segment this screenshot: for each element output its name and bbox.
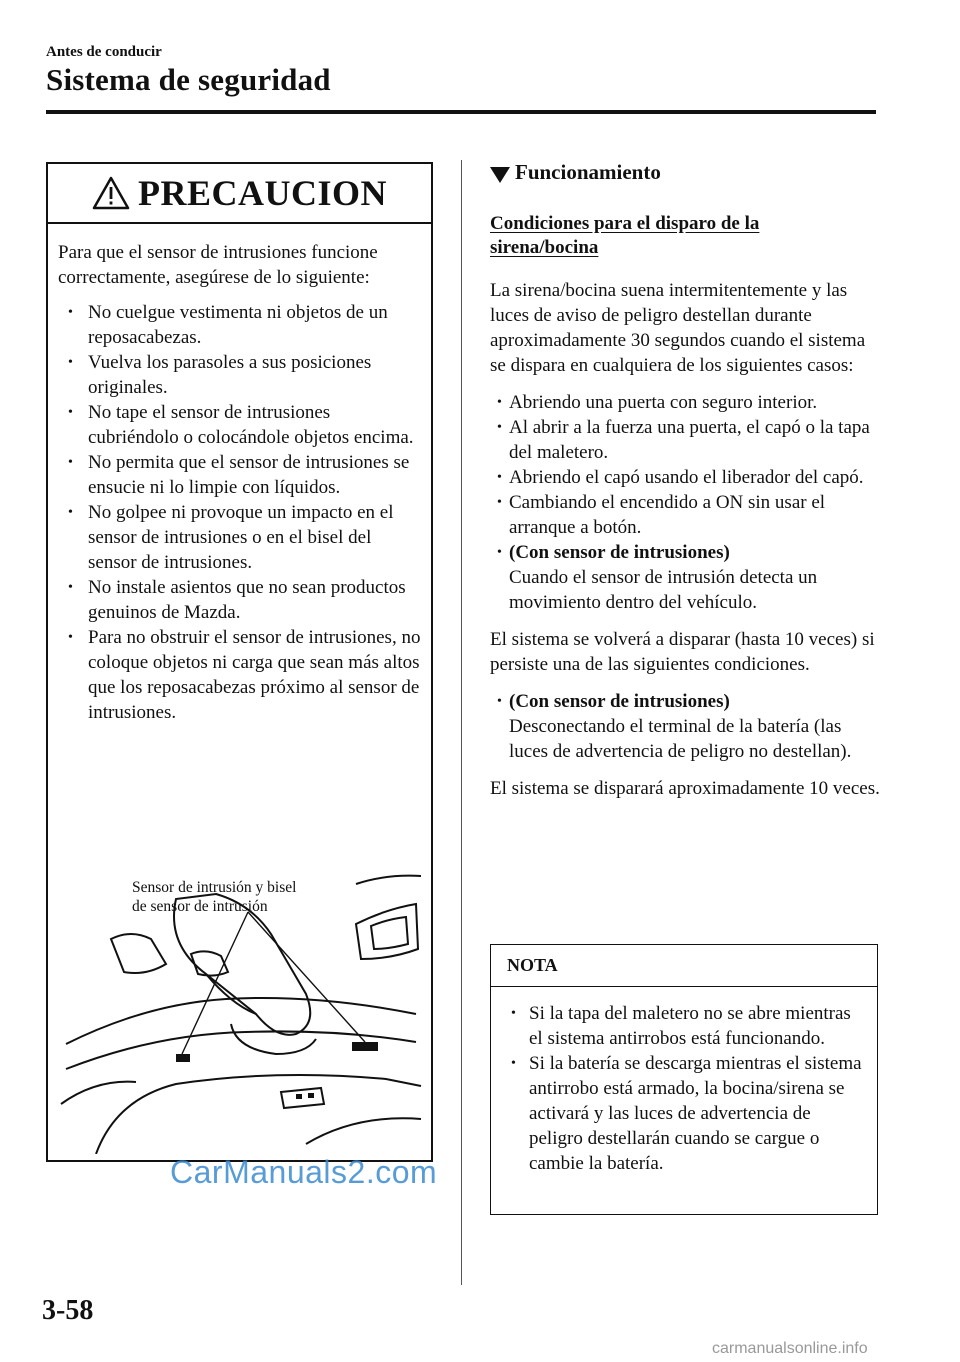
note-box [490, 944, 878, 1215]
paragraph: El sistema se volverá a disparar (hasta 10 veces) si persiste una de las siguientes condiciones. [490, 629, 875, 675]
section-label: Antes de conducir [46, 44, 162, 60]
page-title: Sistema de seguridad [46, 62, 331, 97]
caution-item: • No permita que el sensor de intrusiones se ensucie ni lo limpie con líquidos. [58, 450, 423, 500]
caution-box [46, 162, 433, 1162]
caution-item: • No instale asientos que no sean productos genuinos de Mazda. [58, 575, 423, 625]
trigger-case-list [490, 390, 880, 615]
condition-list [490, 689, 880, 764]
warning-triangle-icon [92, 176, 130, 210]
caution-item: • Para no obstruir el sensor de intrusiones, no coloque objetos ni carga que sean más altos que los reposacabezas próximo al sensor de intrusiones. [58, 625, 423, 725]
section-heading: Funcionamiento [490, 160, 661, 185]
caution-item: • No golpee ni provoque un impacto en el sensor de intrusiones o en el bisel del sensor de intrusiones. [58, 500, 423, 575]
site-watermark: carmanualsonline.info [712, 1340, 868, 1357]
column-divider [461, 160, 462, 1285]
note-item: • Si la tapa del maletero no se abre mientras el sistema antirrobos está funcionando. [501, 1001, 869, 1051]
paragraph: La sirena/bocina suena intermitentemente y las luces de aviso de peligro destellan durante aproximadamente 30 segundos cuando el sistema se dispara en cualquiera de los siguientes casos: [490, 280, 866, 376]
caution-body [58, 240, 423, 725]
caution-item: • Vuelva los parasoles a sus posiciones originales. [58, 350, 423, 400]
list-item: • Abriendo una puerta con seguro interior. [490, 390, 880, 415]
caution-header [48, 164, 431, 224]
figure-caption: Sensor de intrusión y bisel de sensor de intrusión [132, 879, 297, 915]
caution-item: • No cuelgue vestimenta ni objetos de un reposacabezas. [58, 300, 423, 350]
list-item: • Cambiando el encendido a ON sin usar el arranque a botón. [490, 490, 880, 540]
operation-body [490, 278, 880, 813]
triangle-bullet-icon [490, 167, 510, 183]
page-number: 3-58 [42, 1295, 94, 1326]
note-list [501, 1001, 869, 1176]
title-rule [46, 110, 876, 114]
caution-intro: Para que el sensor de intrusiones funcione correctamente, asegúrese de lo siguiente: [58, 242, 378, 288]
caution-list [58, 300, 423, 725]
caution-item: • No tape el sensor de intrusiones cubriéndolo o colocándole objetos encima. [58, 400, 423, 450]
watermark-logo: CarManuals2.com [170, 1154, 438, 1190]
list-item: • Al abrir a la fuerza una puerta, el capó o la tapa del maletero. [490, 415, 880, 465]
list-item: • Abriendo el capó usando el liberador del capó. [490, 465, 880, 490]
list-item: • (Con sensor de intrusiones) Desconectando el terminal de la batería (las luces de advertencia de peligro no destellan). [490, 689, 880, 764]
note-item: • Si la batería se descarga mientras el sistema antirrobo está armado, la bocina/sirena se activará y las luces de advertencia de peligro destellarán cuando se cargue o cambie la batería. [501, 1051, 869, 1176]
paragraph: El sistema se disparará aproximadamente 10 veces. [490, 778, 880, 799]
list-item: • (Con sensor de intrusiones) Cuando el sensor de intrusión detecta un movimiento dentro del vehículo. [490, 540, 880, 615]
caution-title: PRECAUCION [137, 173, 387, 213]
subheading: Condiciones para el disparo de la sirena/bocina [490, 213, 760, 258]
note-title: NOTA [491, 945, 877, 987]
